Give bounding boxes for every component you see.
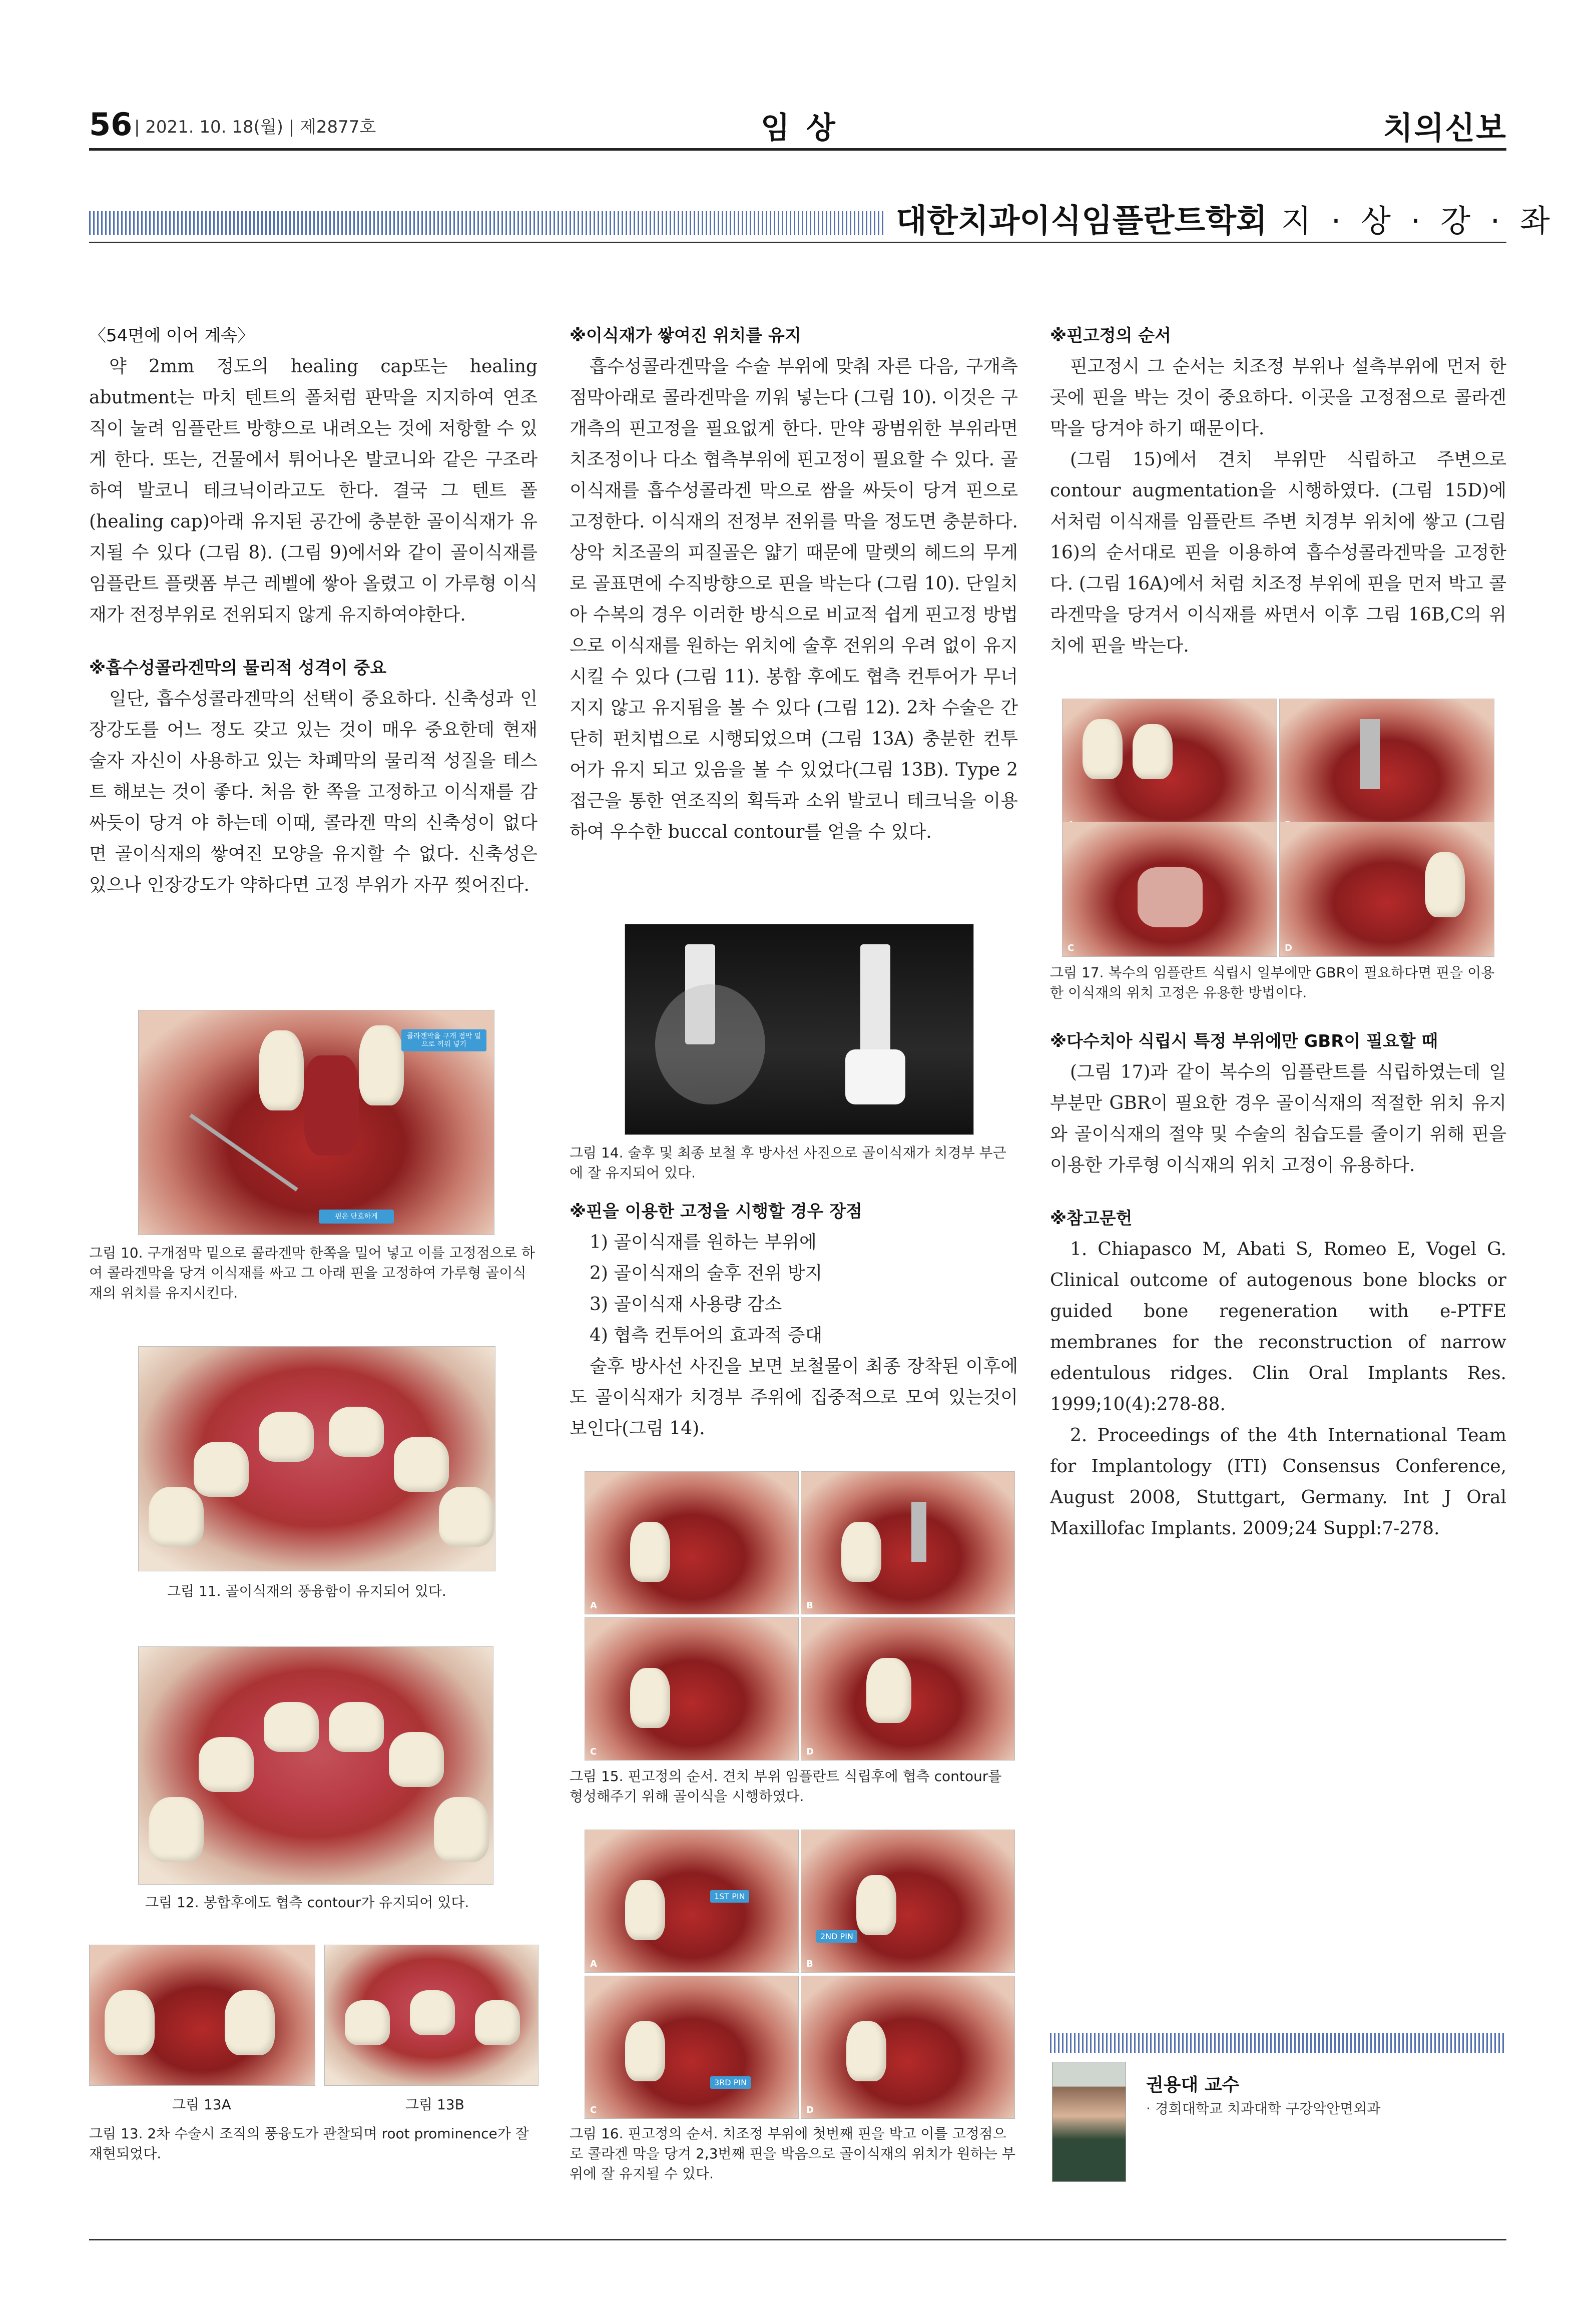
figure-16-caption: 그림 16. 핀고정의 순서. 치조정 부위에 첫번째 핀을 박고 이를 고정점으로 콜라겐 막을 당겨 2,3번째 핀을 박음으로 골이식재의 위치가 원하는 부위에 잘 유지될 수 있다. [570,2125,1015,2182]
paragraph: 술후 방사선 사진을 보면 보철물이 최종 장착된 이후에도 골이식재가 치경부 주위에 집중적으로 모여 있는것이 보인다(그림 14). [570,1356,1018,1439]
subheading: ※다수치아 식립시 특정 부위에만 GBR이 필요할 때 [1050,1031,1438,1051]
pin-label-first: 1ST PIN [710,1890,749,1903]
panel-label: D [806,2105,814,2115]
issue-date: | 2021. 10. 18(월) | 제2877호 [134,117,376,137]
paragraph: (그림 17)과 같이 복수의 임플란트를 식립하였는데 일부분만 GBR이 필요한 경우 골이식재의 적절한 위치 유지와 골이식재의 절약 및 수술의 침습도를 줄이기 위해 핀을 이용한 가루형 이식재의 위치 고정이 유용하다. [1050,1062,1506,1176]
figure-17-caption: 그림 17. 복수의 임플란트 식립시 일부에만 GBR이 필요하다면 핀을 이용한 이식재의 위치 고정은 유용한 방법이다. [1050,964,1495,1001]
figure-13b-label: 그림 13B [405,2096,464,2113]
subheading: ※핀고정의 순서 [1050,326,1171,346]
panel-label: B [806,1959,813,1969]
pin-label-second: 2ND PIN [816,1930,857,1943]
figure-15-panel-c [585,1617,799,1761]
continued-note: 〈54면에 이어 계속〉 [89,326,254,346]
section-title: 임 상 [761,111,838,146]
subheading: ※이식재가 쌓여진 위치를 유지 [570,326,801,346]
figure-12-photo [138,1646,493,1885]
figure-17-panel-a [1062,699,1277,834]
panel-label: D [1285,943,1292,953]
author-name: 권용대 교수 [1146,2075,1240,2095]
figure-15-panel-b [801,1471,1015,1614]
figure-10-photo [138,1010,494,1235]
pin-label-third: 3RD PIN [710,2076,751,2089]
figure-11-caption: 그림 11. 골이식재의 풍융함이 유지되어 있다. [167,1583,446,1599]
paragraph: 약 2mm 정도의 healing cap또는 healing abutment는 마치 텐트의 폴처럼 판막을 지지하여 연조직이 눌려 임플란트 방향으로 내려오는 것에 저항할 수 있게 한다. 또는, 건물에서 튀어나온 발코니와 같은 구조라 하여 발코니 테크닉이라고도 한다. 결국 그 텐트 폴 (healing cap)아래 유지된 공간에 충분한 골이식재가 유지될 수 있다 (그림 8). (그림 9)에서와 같이 골이식재를 임플란트 플랫폼 부근 레벨에 쌓아 올렸고 이 가루형 이식재가 전정부위로 전위되지 않게 유지하여야한다. [89,356,538,625]
figure-13a-photo [89,1945,315,2086]
paragraph: (그림 15)에서 견치 부위만 식립하고 주변으로 contour augmentation을 시행하였다. (그림 15D)에 서처럼 이식재를 임플란트 주변 치경부 위치에 쌓고 (그림 16)의 순서대로 핀을 이용하여 흡수성콜라겐막을 고정한다. (그림 16A)에서 처럼 치조정 부위에 핀을 먼저 박고 콜라겐막을 당겨서 이식재를 싸면서 이후 그림 16B,C의 위치에 핀을 박는다. [1050,449,1506,656]
panel-label: A [590,1600,597,1611]
figure-14-caption: 그림 14. 술후 및 최종 보철 후 방사선 사진으로 골이식재가 치경부 부근에 잘 유지되어 있다. [570,1144,1006,1181]
figure-15-caption: 그림 15. 핀고정의 순서. 견치 부위 임플란트 식립후에 협측 contour를 형성해주기 위해 골이식을 시행하였다. [570,1768,1002,1805]
figure-10-callout-pin: 핀은 단호하게 [319,1210,394,1224]
author-affiliation: · 경희대학교 치과대학 구강악안면외과 [1146,2100,1381,2117]
figure-15-panel-d [801,1617,1015,1761]
panel-label: A [590,1959,597,1969]
figure-16-panel-c [585,1976,799,2119]
decorative-stripe [1050,2033,1506,2053]
subheading: ※핀을 이용한 고정을 시행할 경우 장점 [570,1202,862,1222]
series-title: 지 · 상 · 강 · 좌 [1281,203,1555,239]
header-rule [89,148,1506,151]
figure-14-xray [625,924,974,1135]
bottom-rule [89,2239,1506,2240]
subheading: ※흡수성콜라겐막의 물리적 성격이 중요 [89,658,387,678]
author-photo [1052,2062,1126,2182]
list-item: 1) 골이식재를 원하는 부위에 [590,1232,817,1253]
figure-11-photo [138,1346,495,1571]
panel-label: C [1068,943,1075,953]
article-column-2-lower [570,1196,1018,1444]
panel-label: C [590,1747,597,1757]
list-item: 2) 골이식재의 술후 전위 방지 [590,1263,823,1284]
article-column-3-lower [1050,1026,1506,1544]
list-item: 4) 협측 컨투어의 효과적 증대 [590,1325,823,1346]
reference: 1. Chiapasco M, Abati S, Romeo E, Vogel G. Clinical outcome of autogenous bone blocks or guided bone regeneration with e-PTFE membranes for the reconstruction of narrow edentulous ridges. Clin Oral Implants Res. 1999;10(4):278-88. [1050,1239,1506,1415]
figure-10-caption: 그림 10. 구개점막 밑으로 콜라겐막 한쪽을 밀어 넣고 이를 고정점으로 하여 콜라겐막을 당겨 이식재를 싸고 그 아래 핀을 고정하여 가루형 골이식재의 위치를 유지시킨다. [89,1245,535,1301]
series-rule [89,242,1506,243]
figure-15-panel-a [585,1471,799,1614]
figure-16-panel-d [801,1976,1015,2119]
figure-16-panel-a [585,1830,799,1973]
figure-16-panel-b [801,1830,1015,1973]
figure-17-panel-b [1279,699,1494,834]
paragraph: 흡수성콜라겐막을 수술 부위에 맞춰 자른 다음, 구개측 점막아래로 콜라겐막을 끼워 넣는다 (그림 10). 이것은 구개측의 핀고정을 필요없게 한다. 만약 광범위한 부위라면 치조정이나 다소 협측부위에 핀고정이 필요할 수 있다. 골이식재를 흡수성콜라겐 막으로 쌈을 싸듯이 당겨 핀으로 고정한다. 이식재의 전정부 전위를 막을 정도면 충분하다. 상악 치조골의 피질골은 얇기 때문에 말렛의 헤드의 무게로 골표면에 수직방향으로 핀을 박는다 (그림 10). 단일치아 수복의 경우 이러한 방식으로 비교적 쉽게 핀고정 방법으로 이식재를 원하는 위치에 술후 전위의 우려 없이 유지시킬 수 있다 (그림 11). 봉합 후에도 협측 컨투어가 무너지지 않고 유지됨을 볼 수 있다 (그림 12). 2차 수술은 간단히 펀치법으로 시행되었으며 (그림 13A) 충분한 컨투어가 유지 되고 있음을 볼 수 있었다(그림 13B). Type 2 접근을 통한 연조직의 획득과 소위 발코니 테크닉을 이용하여 우수한 buccal contour를 얻을 수 있다. [570,356,1018,842]
figure-10-callout-membrane: 콜라겐막을 구개 점막 밑으로 끼워 넣기 [401,1029,486,1051]
paragraph: 핀고정시 그 순서는 치조정 부위나 설측부위에 먼저 한곳에 핀을 박는 것이 중요하다. 이곳을 고정점으로 콜라겐막을 당겨야 하기 때문이다. [1050,356,1506,439]
paragraph: 일단, 흡수성콜라겐막의 선택이 중요하다. 신축성과 인장강도를 어느 정도 갖고 있는 것이 매우 중요한데 현재 술자 자신이 사용하고 있는 차폐막의 물리적 성질을 테스트 해보는 것이 좋다. 처음 한 쪽을 고정하고 이식재를 감싸듯이 당겨 야 하는데 이때, 콜라겐 막의 신축성이 없다면 골이식재의 쌓여진 모양을 유지할 수 없다. 신축성은 있으나 인장강도가 약하다면 고정 부위가 자꾸 찢어진다. [89,689,538,895]
reference: 2. Proceedings of the 4th International Team for Implantology (ITI) Consensus Conference, August 2008, Stuttgart, Germany. Int J Oral Maxillofac Implants. 2009;24 Suppl:7-278. [1050,1425,1506,1539]
figure-17-panel-d [1279,822,1494,957]
article-column-2 [570,320,1018,848]
newspaper-logo: 치의신보 [1383,110,1507,146]
decorative-stripe [89,211,885,235]
list-item: 3) 골이식재 사용량 감소 [590,1294,782,1315]
panel-label: B [806,1600,813,1611]
figure-13b-photo [324,1945,539,2086]
subheading: ※참고문헌 [1050,1209,1133,1229]
figure-12-caption: 그림 12. 봉합후에도 협측 contour가 유지되어 있다. [145,1894,469,1911]
figure-17-panel-c [1062,822,1277,957]
panel-label: C [590,2105,597,2115]
figure-13-caption: 그림 13. 2차 수술시 조직의 풍융도가 관찰되며 root prominence가 잘 재현되었다. [89,2125,529,2162]
society-name: 대한치과이식임플란트학회 [896,203,1267,240]
figure-13a-label: 그림 13A [172,2096,231,2113]
article-column-1 [89,320,538,901]
page-number: 56 [89,106,133,143]
article-column-3 [1050,320,1506,662]
panel-label: D [806,1747,814,1757]
